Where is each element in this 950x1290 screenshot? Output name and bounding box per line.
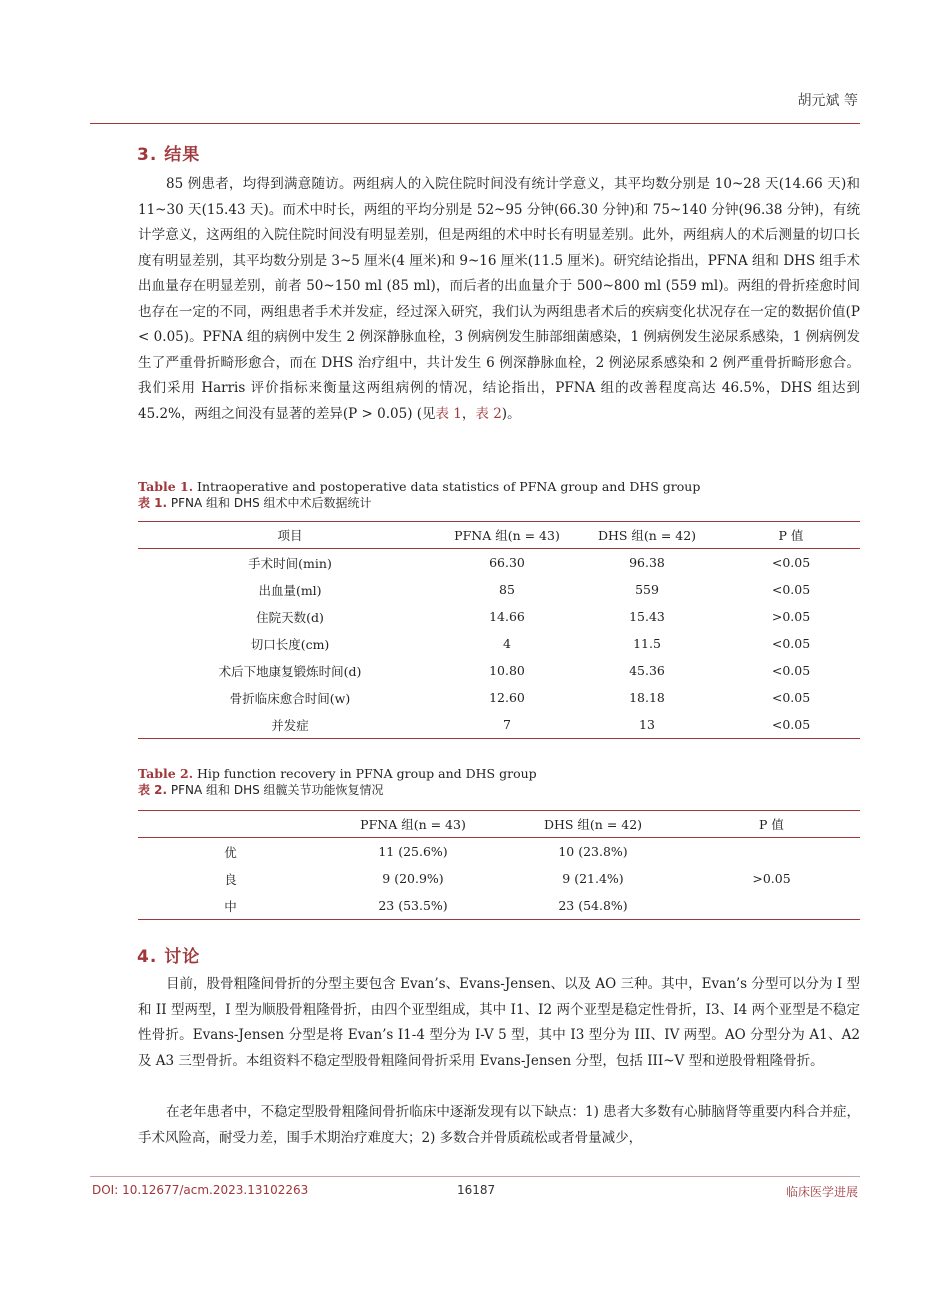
table-row (138, 603, 860, 630)
table-cell: 优 (224, 844, 237, 860)
table-1-caption-en (138, 478, 700, 495)
results-closing: )。 (501, 405, 521, 422)
results-paragraph (138, 172, 860, 427)
table-cell: 骨折临床愈合时间(w) (229, 690, 351, 706)
table-cell: 85 (499, 582, 515, 597)
table-1-header-dhs: DHS 组(n = 42) (572, 522, 722, 549)
table-cell: 11 (25.6%) (378, 844, 448, 859)
table-1-title-en: Intraoperative and postoperative data statistics of PFNA group and DHS group (193, 479, 701, 494)
table-row (138, 549, 860, 577)
table-2-label-en: Table 2. (138, 766, 194, 781)
table-2-title-en: Hip function recovery in PFNA group and DHS group (193, 766, 537, 781)
table-1 (138, 521, 860, 739)
table-cell: <0.05 (771, 690, 811, 705)
table-cell: 23 (53.5%) (323, 892, 503, 920)
footer-journal-name: 临床医学进展 (785, 1185, 858, 1199)
results-separator: ， (461, 405, 476, 422)
table-cell: 96.38 (629, 555, 665, 570)
table-2 (138, 810, 860, 920)
table-cell: 切口长度(cm) (250, 636, 330, 652)
table-cell: 15.43 (629, 609, 665, 624)
table-row (138, 630, 860, 657)
table-2-header-pfna: PFNA 组(n = 43) (323, 811, 503, 838)
table-cell: 12.60 (489, 690, 525, 705)
table-cell: 23 (54.8%) (503, 892, 683, 920)
table-row (138, 838, 860, 866)
table-2-header-row (138, 811, 860, 838)
header-rule (90, 123, 860, 124)
footer-doi: DOI: 10.12677/acm.2023.13102263 (92, 1183, 309, 1197)
table-1-header-item: 项目 (138, 522, 442, 549)
table-1-reference-link[interactable]: 表 1 (435, 405, 462, 422)
table-cell: 并发症 (138, 711, 442, 739)
table-cell: 术后下地康复锻炼时间(d) (218, 663, 362, 679)
table-cell: <0.05 (771, 582, 811, 597)
table-cell: 出血量(ml) (258, 582, 322, 598)
table-1-label-cn: 表 1. (138, 496, 168, 510)
table-2-reference-link[interactable]: 表 2 (475, 405, 502, 422)
table-2-caption-cn (138, 782, 384, 799)
table-2-title-cn: PFNA 组和 DHS 组髋关节功能恢复情况 (167, 783, 384, 797)
table-cell: >0.05 (771, 609, 811, 624)
table-row (138, 684, 860, 711)
table-cell: <0.05 (771, 555, 811, 570)
table-cell: 14.66 (489, 609, 525, 624)
footer-rule (90, 1176, 860, 1177)
table-2-header-grade (138, 811, 323, 838)
results-text: 85 例患者，均得到满意随访。两组病人的入院住院时间没有统计学意义，其平均数分别是 10~28 天(14.66 天)和 11~30 天(15.43 天)。而术中时长，两组的平均分别是 52~95 分钟(66.30 分钟)和 75~140 分钟(96.38 分钟)，有统计学意义，这两组的入院住院时间没有明显差别，但是两组的术中时长有明显差别。此外，两组病人的术后测量的切口长度有明显差别，其平均数分别是 3~5 厘米(4 厘米)和 9~16 厘米(11.5 厘米)。研究结论指出，PFNA 组和 DHS 组手术出血量存在明显差别，前者 50~150 ml (85 ml)，而后者的出血量介于 500~800 ml (559 ml)。两组的骨折痊愈时间也存在一定的不同，两组患者手术并发症，经过深入研究，我们认为两组患者术后的疾病变化状况存在一定的数据价值(P < 0.05)。PFNA 组的病例中发生 2 例深静脉血栓，3 例病例发生肺部细菌感染，1 例病例发生泌尿系感染，1 例病例发生了严重骨折畸形愈合，而在 DHS 治疗组中，共计发生 6 例深静脉血栓，2 例泌尿系感染和 2 例严重骨折畸形愈合。我们采用 Harris 评价指标来衡量这两组病例的情况，结论指出，PFNA 组的改善程度高达 46.5%，DHS 组达到 45.2%，两组之间没有显著的差异(P > 0.05) (见 (138, 176, 860, 422)
discussion-paragraph-2: 在老年患者中，不稳定型股骨粗隆间骨折临床中逐渐发现有以下缺点：1) 患者大多数有心肺脑肾等重要内科合并症，手术风险高，耐受力差，围手术期治疗难度大；2) 多数合并骨质疏松或者骨量减少， (138, 1104, 860, 1146)
table-row (138, 657, 860, 684)
table-2-caption-en (138, 765, 537, 782)
table-cell: 10.80 (489, 663, 525, 678)
table-cell: 66.30 (489, 555, 525, 570)
table-row (138, 576, 860, 603)
table-cell: <0.05 (771, 636, 811, 651)
table-cell: <0.05 (722, 711, 860, 739)
table-row (138, 711, 860, 739)
table-cell: 11.5 (633, 636, 661, 651)
table-1-caption-cn (138, 495, 372, 512)
table-cell: 良 (224, 871, 237, 887)
table-2-label-cn: 表 2. (138, 783, 168, 797)
table-cell: <0.05 (771, 663, 811, 678)
section-4-heading: 4. 讨论 (137, 947, 201, 967)
table-cell: 7 (442, 711, 572, 739)
table-cell: 手术时间(min) (248, 555, 332, 571)
table-2-header-dhs: DHS 组(n = 42) (503, 811, 683, 838)
table-cell: 13 (572, 711, 722, 739)
table-2-p-value: >0.05 (683, 838, 860, 920)
table-cell: 559 (635, 582, 659, 597)
table-cell: 9 (20.9%) (382, 871, 444, 886)
table-cell: 住院天数(d) (256, 609, 324, 625)
table-cell: 10 (23.8%) (558, 844, 628, 859)
section-3-heading: 3. 结果 (137, 145, 201, 165)
table-cell: 18.18 (629, 690, 665, 705)
table-cell: 45.36 (629, 663, 665, 678)
table-cell: 中 (138, 892, 323, 920)
discussion-paragraph-1: 目前，股骨粗隆间骨折的分型主要包含 Evan’s、Evans-Jensen、以及 AO 三种。其中，Evan’s 分型可以分为 I 型和 II 型两型，I 型为顺股骨粗隆骨折，由四个亚型组成，其中 I1、I2 两个亚型是稳定性骨折，I3、I4 两个亚型是不稳定性骨折。Evans-Jensen 分型是将 Evan’s I1-4 型分为 I-V 5 型，其中 I3 型分为 III、IV 两型。AO 分型分为 A1、A2 及 A3 三型骨折。本组资料不稳定型股骨粗隆间骨折采用 Evans-Jensen 分型，包括 III~V 型和逆股骨粗隆骨折。 (138, 976, 860, 1069)
table-1-header-row (138, 522, 860, 549)
table-1-header-p: P 值 (722, 522, 860, 549)
table-1-label-en: Table 1. (138, 479, 194, 494)
table-cell: 9 (21.4%) (562, 871, 624, 886)
table-cell: 4 (503, 636, 511, 651)
table-2-header-p: P 值 (683, 811, 860, 838)
footer-page-number: 16187 (457, 1183, 496, 1197)
table-1-header-pfna: PFNA 组(n = 43) (442, 522, 572, 549)
table-1-title-cn: PFNA 组和 DHS 组术中术后数据统计 (167, 496, 372, 510)
running-header-author: 胡元斌 等 (797, 93, 858, 109)
